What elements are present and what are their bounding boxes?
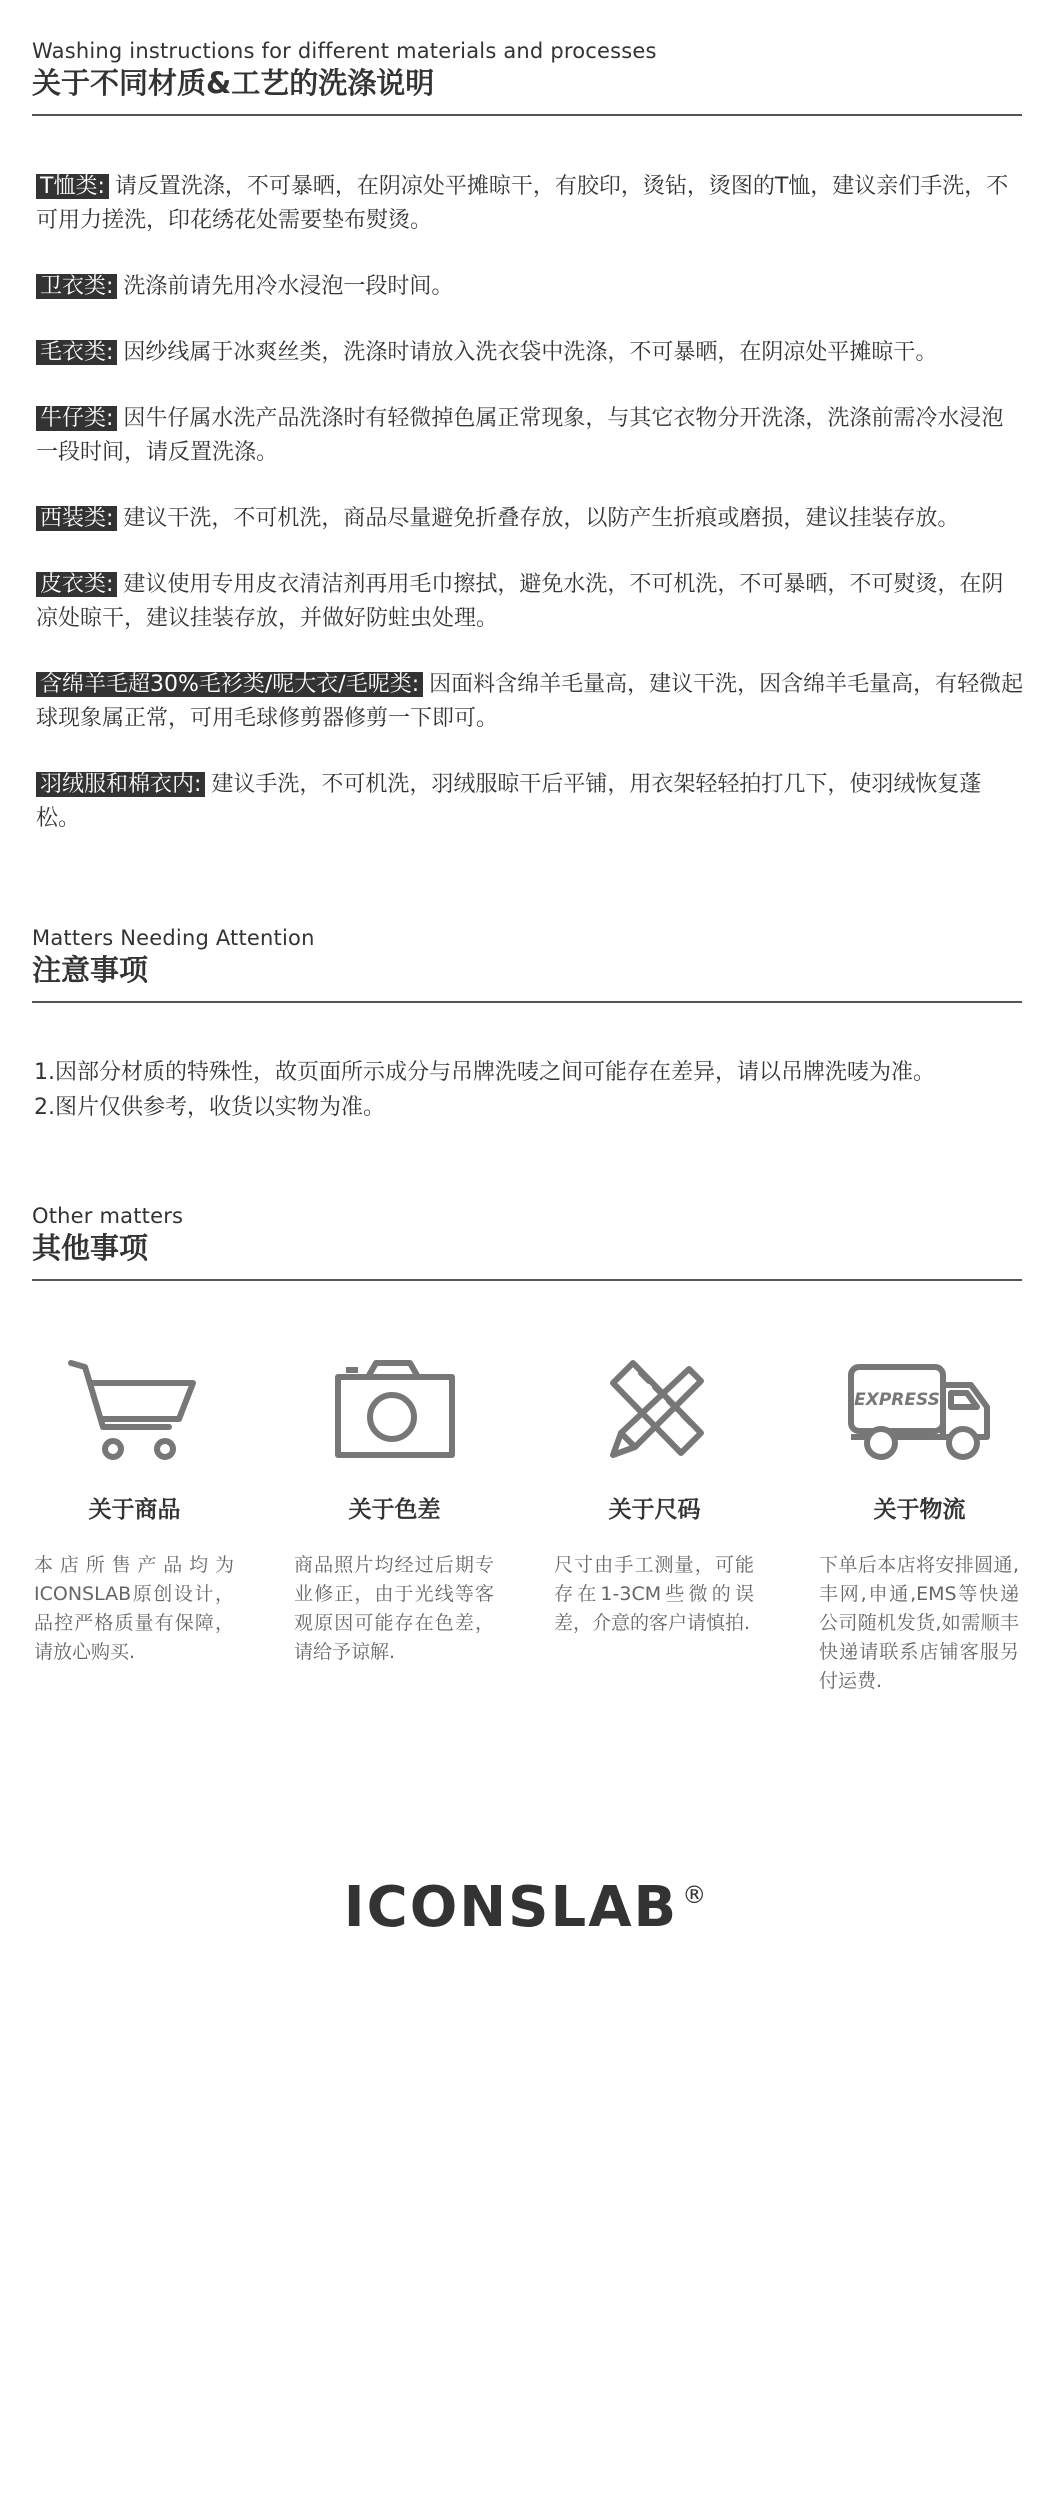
camera-icon [292, 1355, 497, 1475]
other-divider [32, 1279, 1022, 1281]
washing-item-text: 因牛仔属水洗产品洗涤时有轻微掉色属正常现象，与其它衣物分开洗涤，洗涤前需冷水浸泡一段时间，请反置洗涤。 [36, 406, 1004, 465]
washing-item-tshirt [36, 170, 1024, 238]
truck-express-label: EXPRESS [853, 1390, 940, 1410]
delivery-truck-icon [817, 1355, 1022, 1475]
washing-item-text: 建议手洗，不可机洗，羽绒服晾干后平铺，用衣架轻轻拍打几下，使羽绒恢复蓬松。 [36, 772, 982, 831]
attention-list [34, 1055, 1024, 1125]
other-info-cards [32, 1355, 1022, 1715]
washing-item-tag: 皮衣类: [36, 572, 117, 597]
card-text: 下单后本店将安排圆通,丰网,申通,EMS等快递公司随机发货,如需顺丰快递请联系店铺客服另付运费. [819, 1554, 1019, 1692]
card-title: 关于商品 [88, 1497, 181, 1523]
card-text: 尺寸由手工测量，可能存在1-3CM些微的误差，介意的客户请慎拍. [554, 1554, 754, 1634]
washing-item-tag: 牛仔类: [36, 406, 117, 431]
shopping-cart-icon [32, 1355, 237, 1475]
card-text: 本店所售产品均为ICONSLAB原创设计，品控严格质量有保障，请放心购买. [34, 1554, 234, 1663]
card-title: 关于尺码 [608, 1497, 701, 1523]
washing-item-tag: 毛衣类: [36, 340, 117, 365]
washing-item-sweater [36, 336, 1024, 370]
washing-item-down [36, 768, 1024, 836]
attention-title-zh: 注意事项 [32, 953, 149, 987]
washing-item-suit [36, 502, 1024, 536]
brand-logo [0, 1875, 1050, 1940]
washing-title-en: Washing instructions for different materials and processes [32, 39, 657, 63]
washing-item-text: 因纱线属于冰爽丝类，洗涤时请放入洗衣袋中洗涤，不可暴晒，在阴凉处平摊晾干。 [123, 340, 938, 365]
washing-item-leather [36, 568, 1024, 636]
washing-divider [32, 114, 1022, 116]
other-title-zh: 其他事项 [32, 1231, 149, 1265]
attention-divider [32, 1001, 1022, 1003]
attention-item: 2.图片仅供参考，收货以实物为准。 [34, 1095, 385, 1120]
washing-item-wool [36, 668, 1024, 736]
washing-item-text: 建议干洗，不可机洗，商品尽量避免折叠存放，以防产生折痕或磨损，建议挂装存放。 [123, 506, 960, 531]
attention-title-en: Matters Needing Attention [32, 926, 315, 950]
card-title: 关于物流 [873, 1497, 966, 1523]
washing-item-text: 请反置洗涤，不可暴晒，在阴凉处平摊晾干，有胶印，烫钻，烫图的T恤，建议亲们手洗，不可用力搓洗，印花绣花处需要垫布熨烫。 [36, 174, 1009, 233]
registered-mark: ® [682, 1881, 707, 1909]
washing-item-text: 洗涤前请先用冷水浸泡一段时间。 [123, 274, 454, 299]
card-title: 关于色差 [348, 1497, 441, 1523]
attention-section-header [32, 925, 1022, 989]
washing-item-text: 建议使用专用皮衣清洁剂再用毛巾擦拭，避免水洗，不可机洗，不可暴晒，不可熨烫，在阴凉处晾干，建议挂装存放，并做好防蛀虫处理。 [36, 572, 1004, 631]
attention-item: 1.因部分材质的特殊性，故页面所示成分与吊牌洗唛之间可能存在差异，请以吊牌洗唛为准。 [34, 1060, 935, 1085]
card-text: 商品照片均经过后期专业修正，由于光线等客观原因可能存在色差，请给予谅解. [294, 1554, 494, 1663]
washing-item-tag: 含绵羊毛超30%毛衫类/呢大衣/毛呢类: [36, 672, 423, 697]
washing-section-header [32, 38, 1022, 102]
washing-instructions-list [36, 170, 1024, 868]
washing-item-sweatshirt [36, 270, 1024, 304]
brand-name: ICONSLAB [343, 1875, 679, 1940]
washing-item-denim [36, 402, 1024, 470]
other-title-en: Other matters [32, 1204, 184, 1228]
washing-item-tag: T恤类: [36, 174, 109, 199]
washing-item-tag: 羽绒服和棉衣内: [36, 772, 205, 797]
washing-title-zh: 关于不同材质&工艺的洗涤说明 [32, 66, 435, 100]
washing-item-text: 因面料含绵羊毛量高，建议干洗，因含绵羊毛量高，有轻微起球现象属正常，可用毛球修剪器修剪一下即可。 [36, 672, 1024, 731]
other-section-header [32, 1203, 1022, 1267]
washing-item-tag: 西装类: [36, 506, 117, 531]
washing-item-tag: 卫衣类: [36, 274, 117, 299]
pencil-ruler-icon [552, 1355, 757, 1475]
